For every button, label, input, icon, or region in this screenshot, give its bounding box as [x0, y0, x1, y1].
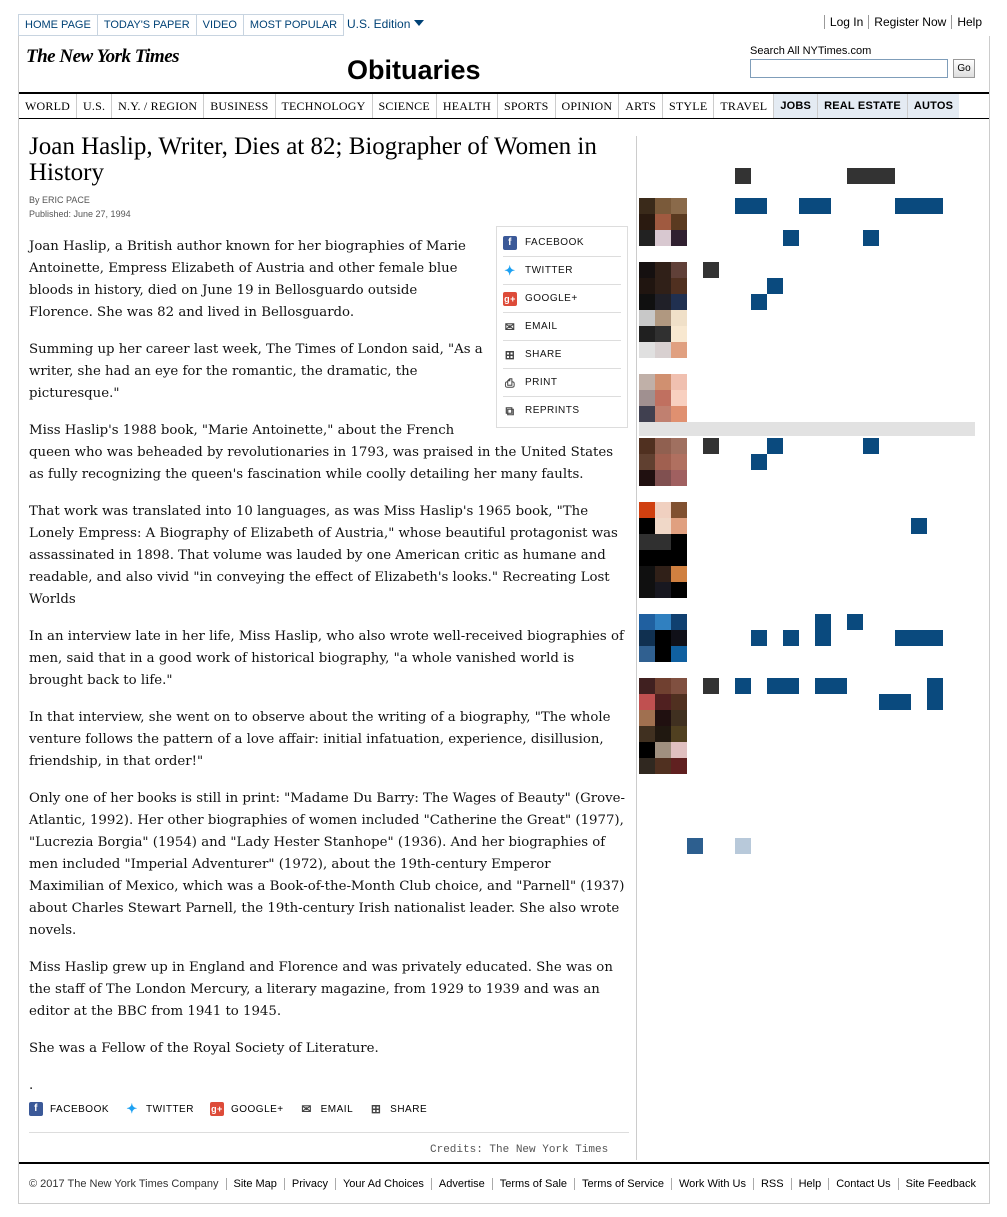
thumbnail-pixel	[655, 518, 671, 534]
redacted-block	[703, 678, 719, 694]
thumbnail-pixel	[639, 758, 655, 774]
thumbnail-pixel	[655, 438, 671, 454]
facebook-icon: f	[29, 1102, 43, 1116]
twitter-icon: ✦	[504, 262, 516, 278]
thumbnail-pixel	[639, 470, 655, 486]
twitter-icon: ✦	[126, 1101, 138, 1116]
thumbnail-pixel	[655, 454, 671, 470]
google-plus-icon: g+	[211, 1104, 223, 1114]
thumbnail-pixel	[639, 550, 655, 566]
thumbnail-pixel	[671, 758, 687, 774]
print-icon: ⎙	[504, 375, 516, 390]
share-label: SHARE	[525, 348, 562, 360]
thumbnail-pixel	[655, 582, 671, 598]
thumbnail-pixel	[639, 390, 655, 406]
share-email[interactable]	[300, 1102, 354, 1116]
thumbnail-pixel	[655, 566, 671, 582]
nav-business[interactable]: BUSINESS	[204, 94, 275, 118]
byline: By ERIC PACE	[29, 195, 90, 205]
thumbnail-pixel	[639, 374, 655, 390]
redacted-block	[735, 198, 767, 214]
redacted-block	[911, 518, 927, 534]
thumbnail-pixel	[639, 502, 655, 518]
thumbnail-pixel	[655, 198, 671, 214]
redacted-block	[783, 230, 799, 246]
footer-site-feedback[interactable]: Site Feedback	[898, 1178, 983, 1190]
redacted-block	[783, 630, 799, 646]
thumbnail-pixel	[671, 630, 687, 646]
redacted-block	[847, 168, 895, 184]
thumbnail-pixel	[671, 278, 687, 294]
thumbnail-pixel	[639, 326, 655, 342]
thumbnail-pixel	[671, 374, 687, 390]
share-facebook[interactable]	[29, 1102, 109, 1116]
thumbnail-pixel	[671, 390, 687, 406]
thumbnail-pixel	[655, 694, 671, 710]
search-go-button[interactable]: Go	[953, 59, 975, 78]
search-label: Search All NYTimes.com	[750, 45, 872, 57]
bottom-share-tools	[29, 1102, 427, 1116]
thumbnail-pixel	[655, 294, 671, 310]
redacted-block	[799, 198, 831, 214]
thumbnail-pixel	[671, 534, 687, 550]
reprints-icon: ⧉	[505, 404, 515, 418]
section-title: Obituaries	[347, 55, 481, 85]
redacted-block	[895, 198, 943, 214]
share-google-plus[interactable]	[503, 285, 621, 313]
footer-site-map[interactable]: Site Map	[226, 1178, 284, 1190]
share-label: TWITTER	[525, 264, 573, 276]
nav-health[interactable]: HEALTH	[437, 94, 498, 118]
redacted-block	[735, 838, 751, 854]
thumbnail-pixel	[639, 614, 655, 630]
article-paragraph: .	[29, 1078, 34, 1093]
article-paragraph: In an interview late in her life, Miss Haslip, who also wrote well-received biographies of men, said that in a good work of historical biography, "a whole vanished world is brought back to life."	[29, 629, 624, 688]
nav-technology[interactable]: TECHNOLOGY	[276, 94, 373, 118]
email-icon: ✉	[504, 319, 516, 334]
article-paragraph: Only one of her books is still in print: "Madame Du Barry: The Wages of Beauty" (Grove-Atlantic, 1992). Her other biographies of women included "Catherine the Great" (1977), "Lucrezia Borgia" (1954) and "Lady Hester Stanhope" (1936). And her biographies of men included "Imperial Adventurer" (1972), about the 19th-century Emperor Maximilian of Mexico, which was a Book-of-the-Month Club choice, and "Parnell" (1937) about Charles Stewart Parnell, the 19th-century Irish nationalist leader. She also wrote novels.	[29, 791, 625, 938]
nav-real-estate[interactable]: REAL ESTATE	[818, 94, 908, 118]
thumbnail-pixel	[671, 326, 687, 342]
thumbnail-pixel	[671, 566, 687, 582]
thumbnail-pixel	[639, 566, 655, 582]
thumbnail-pixel	[671, 710, 687, 726]
article-paragraph: Summing up her career last week, The Times of London said, "As a writer, she had an eye for the romantic, the dramatic, the picturesque."	[29, 342, 483, 401]
thumbnail-pixel	[671, 614, 687, 630]
redacted-block	[767, 678, 799, 694]
article-headline: Joan Haslip, Writer, Dies at 82; Biographer of Women in History	[29, 133, 597, 186]
thumbnail-pixel	[671, 198, 687, 214]
share-tools	[496, 226, 628, 428]
nav-arts[interactable]: ARTS	[619, 94, 663, 118]
share-label: REPRINTS	[525, 405, 580, 416]
thumbnail-pixel	[655, 758, 671, 774]
thumbnail-pixel	[671, 694, 687, 710]
chevron-down-icon	[414, 20, 424, 26]
nav-travel[interactable]: TRAVEL	[714, 94, 774, 118]
footer-ad-choices[interactable]: Your Ad Choices	[335, 1178, 431, 1190]
thumbnail-pixel	[639, 742, 655, 758]
thumbnail-pixel	[655, 262, 671, 278]
thumbnail-pixel	[655, 470, 671, 486]
share-label: GOOGLE+	[525, 292, 578, 304]
register-link[interactable]: Register Now	[868, 15, 951, 29]
thumbnail-pixel	[639, 646, 655, 662]
redacted-block	[863, 230, 879, 246]
thumbnail-pixel	[655, 646, 671, 662]
share-reprints[interactable]	[503, 397, 621, 425]
share-twitter[interactable]	[125, 1102, 194, 1116]
share-label: TWITTER	[146, 1103, 194, 1115]
article-paragraph: In that interview, she went on to observe about the writing of a biography, "The whole venture follows the pattern of a love affair: initial infatuation, experience, disillusion, friendship, in that order!"	[29, 710, 611, 769]
thumbnail-pixel	[671, 470, 687, 486]
thumbnail-pixel	[671, 262, 687, 278]
thumbnail-pixel	[639, 230, 655, 246]
thumbnail-pixel	[655, 502, 671, 518]
redacted-block	[863, 438, 879, 454]
thumbnail-pixel	[655, 406, 671, 422]
edition-label: U.S. Edition	[347, 17, 411, 31]
thumbnail-pixel	[639, 262, 655, 278]
footer-help[interactable]: Help	[791, 1178, 829, 1190]
nav-ny-region[interactable]: N.Y. / REGION	[112, 94, 204, 118]
thumbnail-pixel	[655, 710, 671, 726]
nyt-logo[interactable]: The New York Times	[26, 46, 180, 67]
thumbnail-pixel	[655, 678, 671, 694]
share-print[interactable]	[503, 369, 621, 397]
publish-date: Published: June 27, 1994	[29, 209, 131, 219]
footer-terms-of-service[interactable]: Terms of Service	[574, 1178, 671, 1190]
thumbnail-pixel	[639, 534, 655, 550]
thumbnail-pixel	[655, 550, 671, 566]
thumbnail-pixel	[671, 406, 687, 422]
thumbnail-pixel	[671, 726, 687, 742]
thumbnail-pixel	[655, 630, 671, 646]
thumbnail-pixel	[655, 390, 671, 406]
footer-advertise[interactable]: Advertise	[431, 1178, 492, 1190]
share-twitter[interactable]	[503, 257, 621, 285]
thumbnail-pixel	[671, 646, 687, 662]
thumbnail-pixel	[639, 726, 655, 742]
redacted-block	[815, 614, 831, 646]
thumbnail-pixel	[655, 230, 671, 246]
most-popular-link[interactable]: MOST POPULAR	[244, 14, 344, 36]
share-email[interactable]	[503, 313, 621, 341]
nav-opinion[interactable]: OPINION	[556, 94, 620, 118]
thumbnail-pixel	[639, 406, 655, 422]
thumbnail-pixel	[639, 438, 655, 454]
nav-sports[interactable]: SPORTS	[498, 94, 556, 118]
redacted-block	[895, 630, 943, 646]
thumbnail-pixel	[671, 550, 687, 566]
article-paragraph: She was a Fellow of the Royal Society of Literature.	[29, 1041, 379, 1056]
thumbnail-pixel	[671, 438, 687, 454]
thumbnail-pixel	[639, 678, 655, 694]
nav-jobs[interactable]: JOBS	[774, 94, 818, 118]
thumbnail-pixel	[639, 310, 655, 326]
thumbnail-pixel	[639, 214, 655, 230]
thumbnail-pixel	[671, 742, 687, 758]
thumbnail-pixel	[671, 582, 687, 598]
thumbnail-pixel	[655, 214, 671, 230]
article-paragraph: Joan Haslip, a British author known for her biographies of Marie Antoinette, Empress Elizabeth of Austria and other female blue bloods in history, died on June 19 in Bellosguardo outside Florence. She was 82 and lived in Bellosguardo.	[29, 239, 466, 320]
credits: Credits: The New York Times	[430, 1144, 609, 1156]
redacted-block	[751, 294, 767, 310]
article-body	[29, 236, 625, 1112]
share-share[interactable]	[369, 1102, 427, 1116]
redacted-block	[879, 694, 911, 710]
thumbnail-pixel	[655, 534, 671, 550]
todays-paper-link[interactable]: TODAY'S PAPER	[98, 14, 197, 36]
video-link[interactable]: VIDEO	[197, 14, 244, 36]
redacted-block	[751, 630, 767, 646]
home-page-link[interactable]: HOME PAGE	[18, 14, 98, 36]
thumbnail-pixel	[655, 326, 671, 342]
thumbnail-pixel	[671, 454, 687, 470]
thumbnail-pixel	[639, 582, 655, 598]
thumbnail-pixel	[655, 342, 671, 358]
redacted-block	[735, 678, 751, 694]
footer-terms-of-sale[interactable]: Terms of Sale	[492, 1178, 574, 1190]
facebook-icon: f	[503, 236, 517, 250]
footer-privacy[interactable]: Privacy	[284, 1178, 335, 1190]
redacted-block	[639, 422, 975, 436]
redacted-block	[735, 168, 751, 184]
redacted-block	[767, 278, 783, 294]
thumbnail-pixel	[655, 726, 671, 742]
nav-us[interactable]: U.S.	[77, 94, 112, 118]
article-paragraph: That work was translated into 10 languages, as was Miss Haslip's 1965 book, "The Lonely Empress: A Biography of Elizabeth of Austria," whose beautiful protagonist was assassinated in 1898. That volume was lauded by one American critic as humane and readable, and also vivid "in conveying the effect of Elizabeth's looks." Recreating Lost Worlds	[29, 504, 618, 607]
thumbnail-pixel	[655, 614, 671, 630]
thumbnail-pixel	[671, 294, 687, 310]
share-label: EMAIL	[525, 320, 558, 332]
share-label: PRINT	[525, 376, 558, 388]
thumbnail-pixel	[639, 278, 655, 294]
right-rail	[636, 136, 976, 1160]
thumbnail-pixel	[655, 374, 671, 390]
thumbnail-pixel	[639, 198, 655, 214]
thumbnail-pixel	[639, 454, 655, 470]
thumbnail-pixel	[671, 230, 687, 246]
redacted-block	[767, 438, 783, 454]
redacted-block	[751, 454, 767, 470]
share-icon: ⊞	[370, 1102, 382, 1116]
redacted-block	[847, 614, 863, 630]
redacted-block	[703, 438, 719, 454]
thumbnail-pixel	[639, 630, 655, 646]
log-in-link[interactable]: Log In	[824, 15, 868, 29]
article-paragraph: Miss Haslip's 1988 book, "Marie Antoinette," about the French queen who was beheaded by revolutionaries in 1793, was praised in the United States as fully recognizing the queen's fascination while coolly detailing her many faults.	[29, 423, 614, 482]
nav-science[interactable]: SCIENCE	[373, 94, 437, 118]
share-label: FACEBOOK	[525, 236, 585, 248]
divider	[29, 1132, 629, 1133]
thumbnail-pixel	[639, 694, 655, 710]
thumbnail-pixel	[671, 518, 687, 534]
footer-work-with-us[interactable]: Work With Us	[671, 1178, 753, 1190]
thumbnail-pixel	[671, 342, 687, 358]
thumbnail-pixel	[639, 342, 655, 358]
thumbnail-pixel	[655, 310, 671, 326]
thumbnail-pixel	[671, 678, 687, 694]
share-google-plus[interactable]	[210, 1102, 284, 1116]
share-share[interactable]	[503, 341, 621, 369]
article-paragraph: Miss Haslip grew up in England and Florence and was privately educated. She was on the staff of The London Mercury, a literary magazine, from 1929 to 1939 and was an editor at the BBC from 1941 to 1945.	[29, 960, 613, 1019]
section-navigation	[19, 92, 989, 119]
share-facebook[interactable]	[503, 229, 621, 257]
thumbnail-pixel	[671, 214, 687, 230]
share-icon: ⊞	[504, 347, 516, 362]
search-input[interactable]	[750, 59, 948, 78]
thumbnail-pixel	[639, 518, 655, 534]
footer-rss[interactable]: RSS	[753, 1178, 791, 1190]
redacted-block	[703, 262, 719, 278]
nav-world[interactable]: WORLD	[19, 94, 77, 118]
share-label: FACEBOOK	[50, 1103, 110, 1115]
redacted-block	[687, 838, 703, 854]
share-label: EMAIL	[320, 1103, 354, 1115]
nav-style[interactable]: STYLE	[663, 94, 714, 118]
help-link[interactable]: Help	[951, 15, 987, 29]
google-plus-icon: g+	[504, 293, 516, 304]
redacted-block	[815, 678, 847, 694]
footer	[19, 1162, 989, 1204]
redacted-block	[927, 678, 943, 710]
thumbnail-pixel	[639, 294, 655, 310]
thumbnail-pixel	[639, 710, 655, 726]
share-label: GOOGLE+	[230, 1103, 284, 1115]
thumbnail-pixel	[671, 310, 687, 326]
top-navigation	[18, 14, 344, 36]
nav-autos[interactable]: AUTOS	[908, 94, 959, 118]
thumbnail-pixel	[655, 278, 671, 294]
thumbnail-pixel	[671, 502, 687, 518]
share-label: SHARE	[390, 1103, 428, 1115]
email-icon: ✉	[301, 1102, 312, 1116]
edition-selector[interactable]	[347, 17, 424, 31]
account-links	[824, 15, 987, 29]
copyright: © 2017 The New York Times Company	[29, 1178, 219, 1190]
thumbnail-pixel	[655, 742, 671, 758]
footer-contact-us[interactable]: Contact Us	[828, 1178, 897, 1190]
